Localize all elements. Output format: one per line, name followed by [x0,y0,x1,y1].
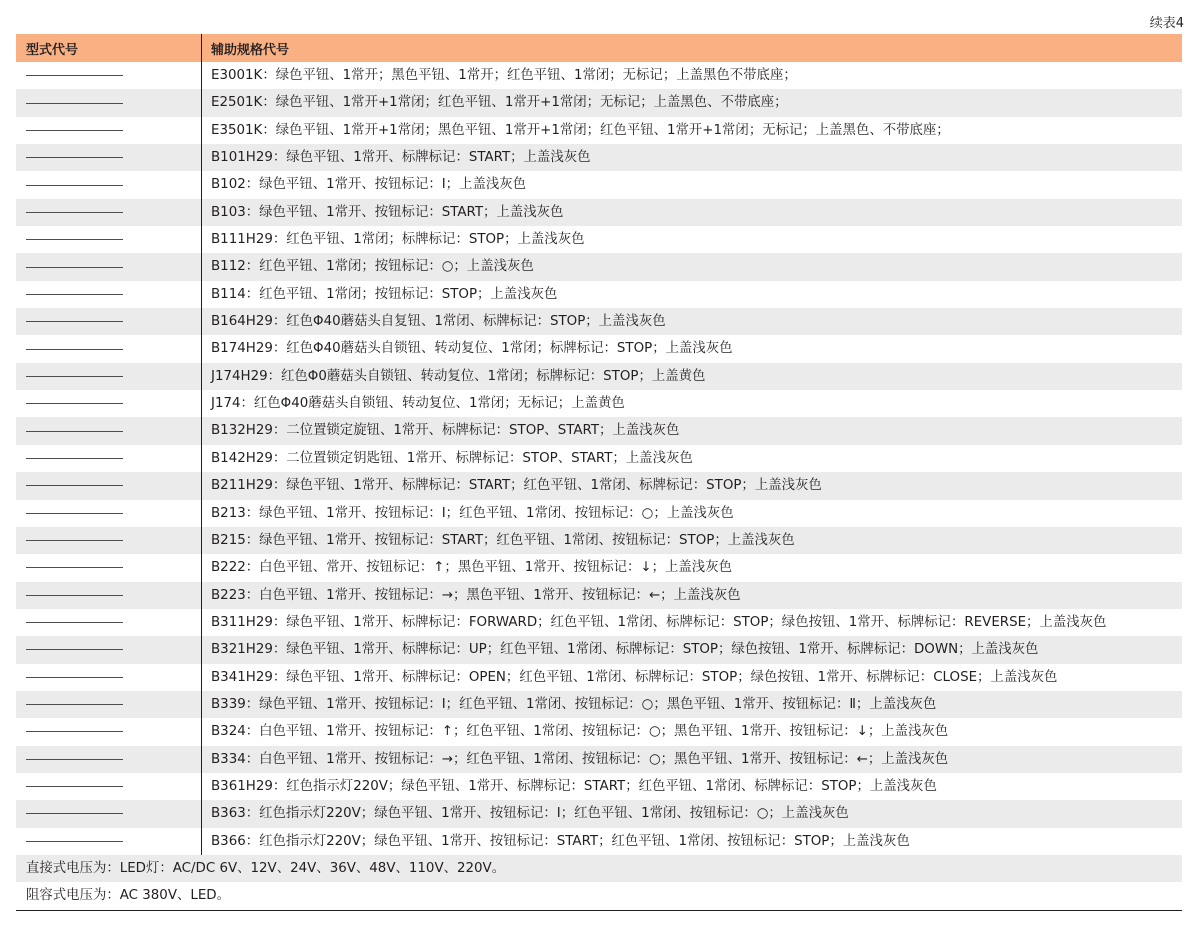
table-body [16,62,1182,855]
model-code-cell [16,472,201,499]
model-code-cell [16,62,201,89]
bottom-rule [16,910,1182,911]
model-code-cell [16,308,201,335]
model-code-cell [16,691,201,718]
blank-dash [26,513,123,514]
blank-dash [26,103,123,104]
aux-spec-cell: B111H29：红色平钮、1常闭；标牌标记：STOP；上盖浅灰色 [201,226,1182,253]
aux-spec-cell: B311H29：绿色平钮、1常开、标牌标记：FORWARD；红色平钮、1常闭、标牌标记：STOP；绿色按钮、1常开、标牌标记：REVERSE；上盖浅灰色 [201,609,1182,636]
aux-spec-cell: J174：红色Φ40蘑菇头自锁钮、转动复位、1常闭；无标记；上盖黄色 [201,390,1182,417]
table-row [16,171,1182,198]
table-row [16,226,1182,253]
table-row [16,664,1182,691]
model-code-cell [16,199,201,226]
blank-dash [26,157,123,158]
model-code-cell [16,117,201,144]
model-code-cell [16,171,201,198]
aux-spec-cell: B223：白色平钮、1常开、按钮标记：→；黑色平钮、1常开、按钮标记：←；上盖浅灰色 [201,582,1182,609]
model-code-cell [16,609,201,636]
blank-dash [26,130,123,131]
spec-table [16,34,1182,911]
model-code-cell [16,253,201,280]
model-code-cell [16,828,201,855]
aux-spec-cell: B164H29：红色Φ40蘑菇头自复钮、1常闭、标牌标记：STOP；上盖浅灰色 [201,308,1182,335]
table-row [16,253,1182,280]
header-aux-spec-code: 辅助规格代号 [201,34,1182,62]
table-row [16,417,1182,444]
blank-dash [26,759,123,760]
blank-dash [26,485,123,486]
blank-dash [26,677,123,678]
table-row [16,390,1182,417]
model-code-cell [16,445,201,472]
aux-spec-cell: B112：红色平钮、1常闭；按钮标记：○；上盖浅灰色 [201,253,1182,280]
aux-spec-cell: B132H29：二位置锁定旋钮、1常开、标牌标记：STOP、START；上盖浅灰色 [201,417,1182,444]
blank-dash [26,212,123,213]
table-row [16,281,1182,308]
table-row [16,62,1182,89]
note-rc-voltage: 阻容式电压为：AC 380V、LED。 [16,882,1182,910]
blank-dash [26,704,123,705]
aux-spec-cell: B222：白色平钮、常开、按钮标记：↑；黑色平钮、1常开、按钮标记：↓；上盖浅灰色 [201,554,1182,581]
table-row [16,363,1182,390]
aux-spec-cell: B215：绿色平钮、1常开、按钮标记：START；红色平钮、1常闭、按钮标记：STOP；上盖浅灰色 [201,527,1182,554]
table-row [16,308,1182,335]
model-code-cell [16,335,201,362]
aux-spec-cell: J174H29：红色Φ0蘑菇头自锁钮、转动复位、1常闭；标牌标记：STOP；上盖黄色 [201,363,1182,390]
aux-spec-cell: B174H29：红色Φ40蘑菇头自锁钮、转动复位、1常闭；标牌标记：STOP；上盖浅灰色 [201,335,1182,362]
table-row [16,335,1182,362]
table-row [16,554,1182,581]
model-code-cell [16,500,201,527]
aux-spec-cell: B341H29：绿色平钮、1常开、标牌标记：OPEN；红色平钮、1常闭、标牌标记：STOP；绿色按钮、1常开、标牌标记：CLOSE；上盖浅灰色 [201,664,1182,691]
table-row [16,746,1182,773]
aux-spec-cell: B339：绿色平钮、1常开、按钮标记：I；红色平钮、1常闭、按钮标记：○；黑色平钮、1常开、按钮标记：Ⅱ；上盖浅灰色 [201,691,1182,718]
aux-spec-cell: B102：绿色平钮、1常开、按钮标记：I；上盖浅灰色 [201,171,1182,198]
aux-spec-cell: B103：绿色平钮、1常开、按钮标记：START；上盖浅灰色 [201,199,1182,226]
table-row [16,800,1182,827]
table-row [16,117,1182,144]
table-row [16,89,1182,116]
model-code-cell [16,363,201,390]
table-row [16,199,1182,226]
table-row [16,609,1182,636]
blank-dash [26,294,123,295]
blank-dash [26,595,123,596]
model-code-cell [16,636,201,663]
aux-spec-cell: B114：红色平钮、1常闭；按钮标记：STOP；上盖浅灰色 [201,281,1182,308]
model-code-cell [16,718,201,745]
model-code-cell [16,527,201,554]
table-row [16,718,1182,745]
table-row [16,472,1182,499]
table-row [16,773,1182,800]
blank-dash [26,841,123,842]
table-row [16,636,1182,663]
header-model-code: 型式代号 [26,42,79,58]
aux-spec-cell: B324：白色平钮、1常开、按钮标记：↑；红色平钮、1常闭、按钮标记：○；黑色平钮、1常开、按钮标记：↓；上盖浅灰色 [201,718,1182,745]
table-row [16,691,1182,718]
aux-spec-cell: B213：绿色平钮、1常开、按钮标记：I；红色平钮、1常闭、按钮标记：○；上盖浅灰色 [201,500,1182,527]
blank-dash [26,540,123,541]
blank-dash [26,403,123,404]
model-code-cell [16,89,201,116]
aux-spec-cell: B321H29：绿色平钮、1常开、标牌标记：UP；红色平钮、1常闭、标牌标记：STOP；绿色按钮、1常开、标牌标记：DOWN；上盖浅灰色 [201,636,1182,663]
blank-dash [26,731,123,732]
blank-dash [26,786,123,787]
aux-spec-cell: E3501K：绿色平钮、1常开+1常闭；黑色平钮、1常开+1常闭；红色平钮、1常开+1常闭；无标记；上盖黑色、不带底座； [201,117,1182,144]
model-code-cell [16,773,201,800]
aux-spec-cell: B366：红色指示灯220V；绿色平钮、1常开、按钮标记：START；红色平钮、1常闭、按钮标记：STOP；上盖浅灰色 [201,828,1182,855]
model-code-cell [16,144,201,171]
model-code-cell [16,226,201,253]
model-code-cell [16,281,201,308]
table-header [16,34,1182,62]
model-code-cell [16,554,201,581]
aux-spec-cell: B361H29：红色指示灯220V；绿色平钮、1常开、标牌标记：START；红色平钮、1常闭、标牌标记：STOP；上盖浅灰色 [201,773,1182,800]
table-row [16,527,1182,554]
blank-dash [26,431,123,432]
blank-dash [26,75,123,76]
model-code-cell [16,390,201,417]
note-direct-voltage: 直接式电压为：LED灯：AC/DC 6V、12V、24V、36V、48V、110V、220V。 [16,855,1182,883]
blank-dash [26,185,123,186]
aux-spec-cell: B101H29：绿色平钮、1常开、标牌标记：START；上盖浅灰色 [201,144,1182,171]
blank-dash [26,649,123,650]
model-code-cell [16,746,201,773]
aux-spec-cell: B363：红色指示灯220V；绿色平钮、1常开、按钮标记：I；红色平钮、1常闭、按钮标记：○；上盖浅灰色 [201,800,1182,827]
blank-dash [26,239,123,240]
blank-dash [26,267,123,268]
model-code-cell [16,664,201,691]
table-row [16,828,1182,855]
aux-spec-cell: B142H29：二位置锁定钥匙钮、1常开、标牌标记：STOP、START；上盖浅灰色 [201,445,1182,472]
aux-spec-cell: E2501K：绿色平钮、1常开+1常闭；红色平钮、1常开+1常闭；无标记；上盖黑色、不带底座； [201,89,1182,116]
model-code-cell [16,800,201,827]
aux-spec-cell: E3001K：绿色平钮、1常开；黑色平钮、1常开；红色平钮、1常闭；无标记；上盖黑色不带底座； [201,62,1182,89]
aux-spec-cell: B211H29：绿色平钮、1常开、标牌标记：START；红色平钮、1常闭、标牌标记：STOP；上盖浅灰色 [201,472,1182,499]
blank-dash [26,622,123,623]
model-code-cell [16,417,201,444]
blank-dash [26,458,123,459]
table-row [16,144,1182,171]
table-row [16,582,1182,609]
table-row [16,500,1182,527]
table-row [16,445,1182,472]
table-caption: 续表4 [1149,16,1184,31]
table-notes [16,855,1182,910]
blank-dash [26,321,123,322]
blank-dash [26,376,123,377]
blank-dash [26,567,123,568]
blank-dash [26,813,123,814]
blank-dash [26,349,123,350]
aux-spec-cell: B334：白色平钮、1常开、按钮标记：→；红色平钮、1常闭、按钮标记：○；黑色平钮、1常开、按钮标记：←；上盖浅灰色 [201,746,1182,773]
model-code-cell [16,582,201,609]
